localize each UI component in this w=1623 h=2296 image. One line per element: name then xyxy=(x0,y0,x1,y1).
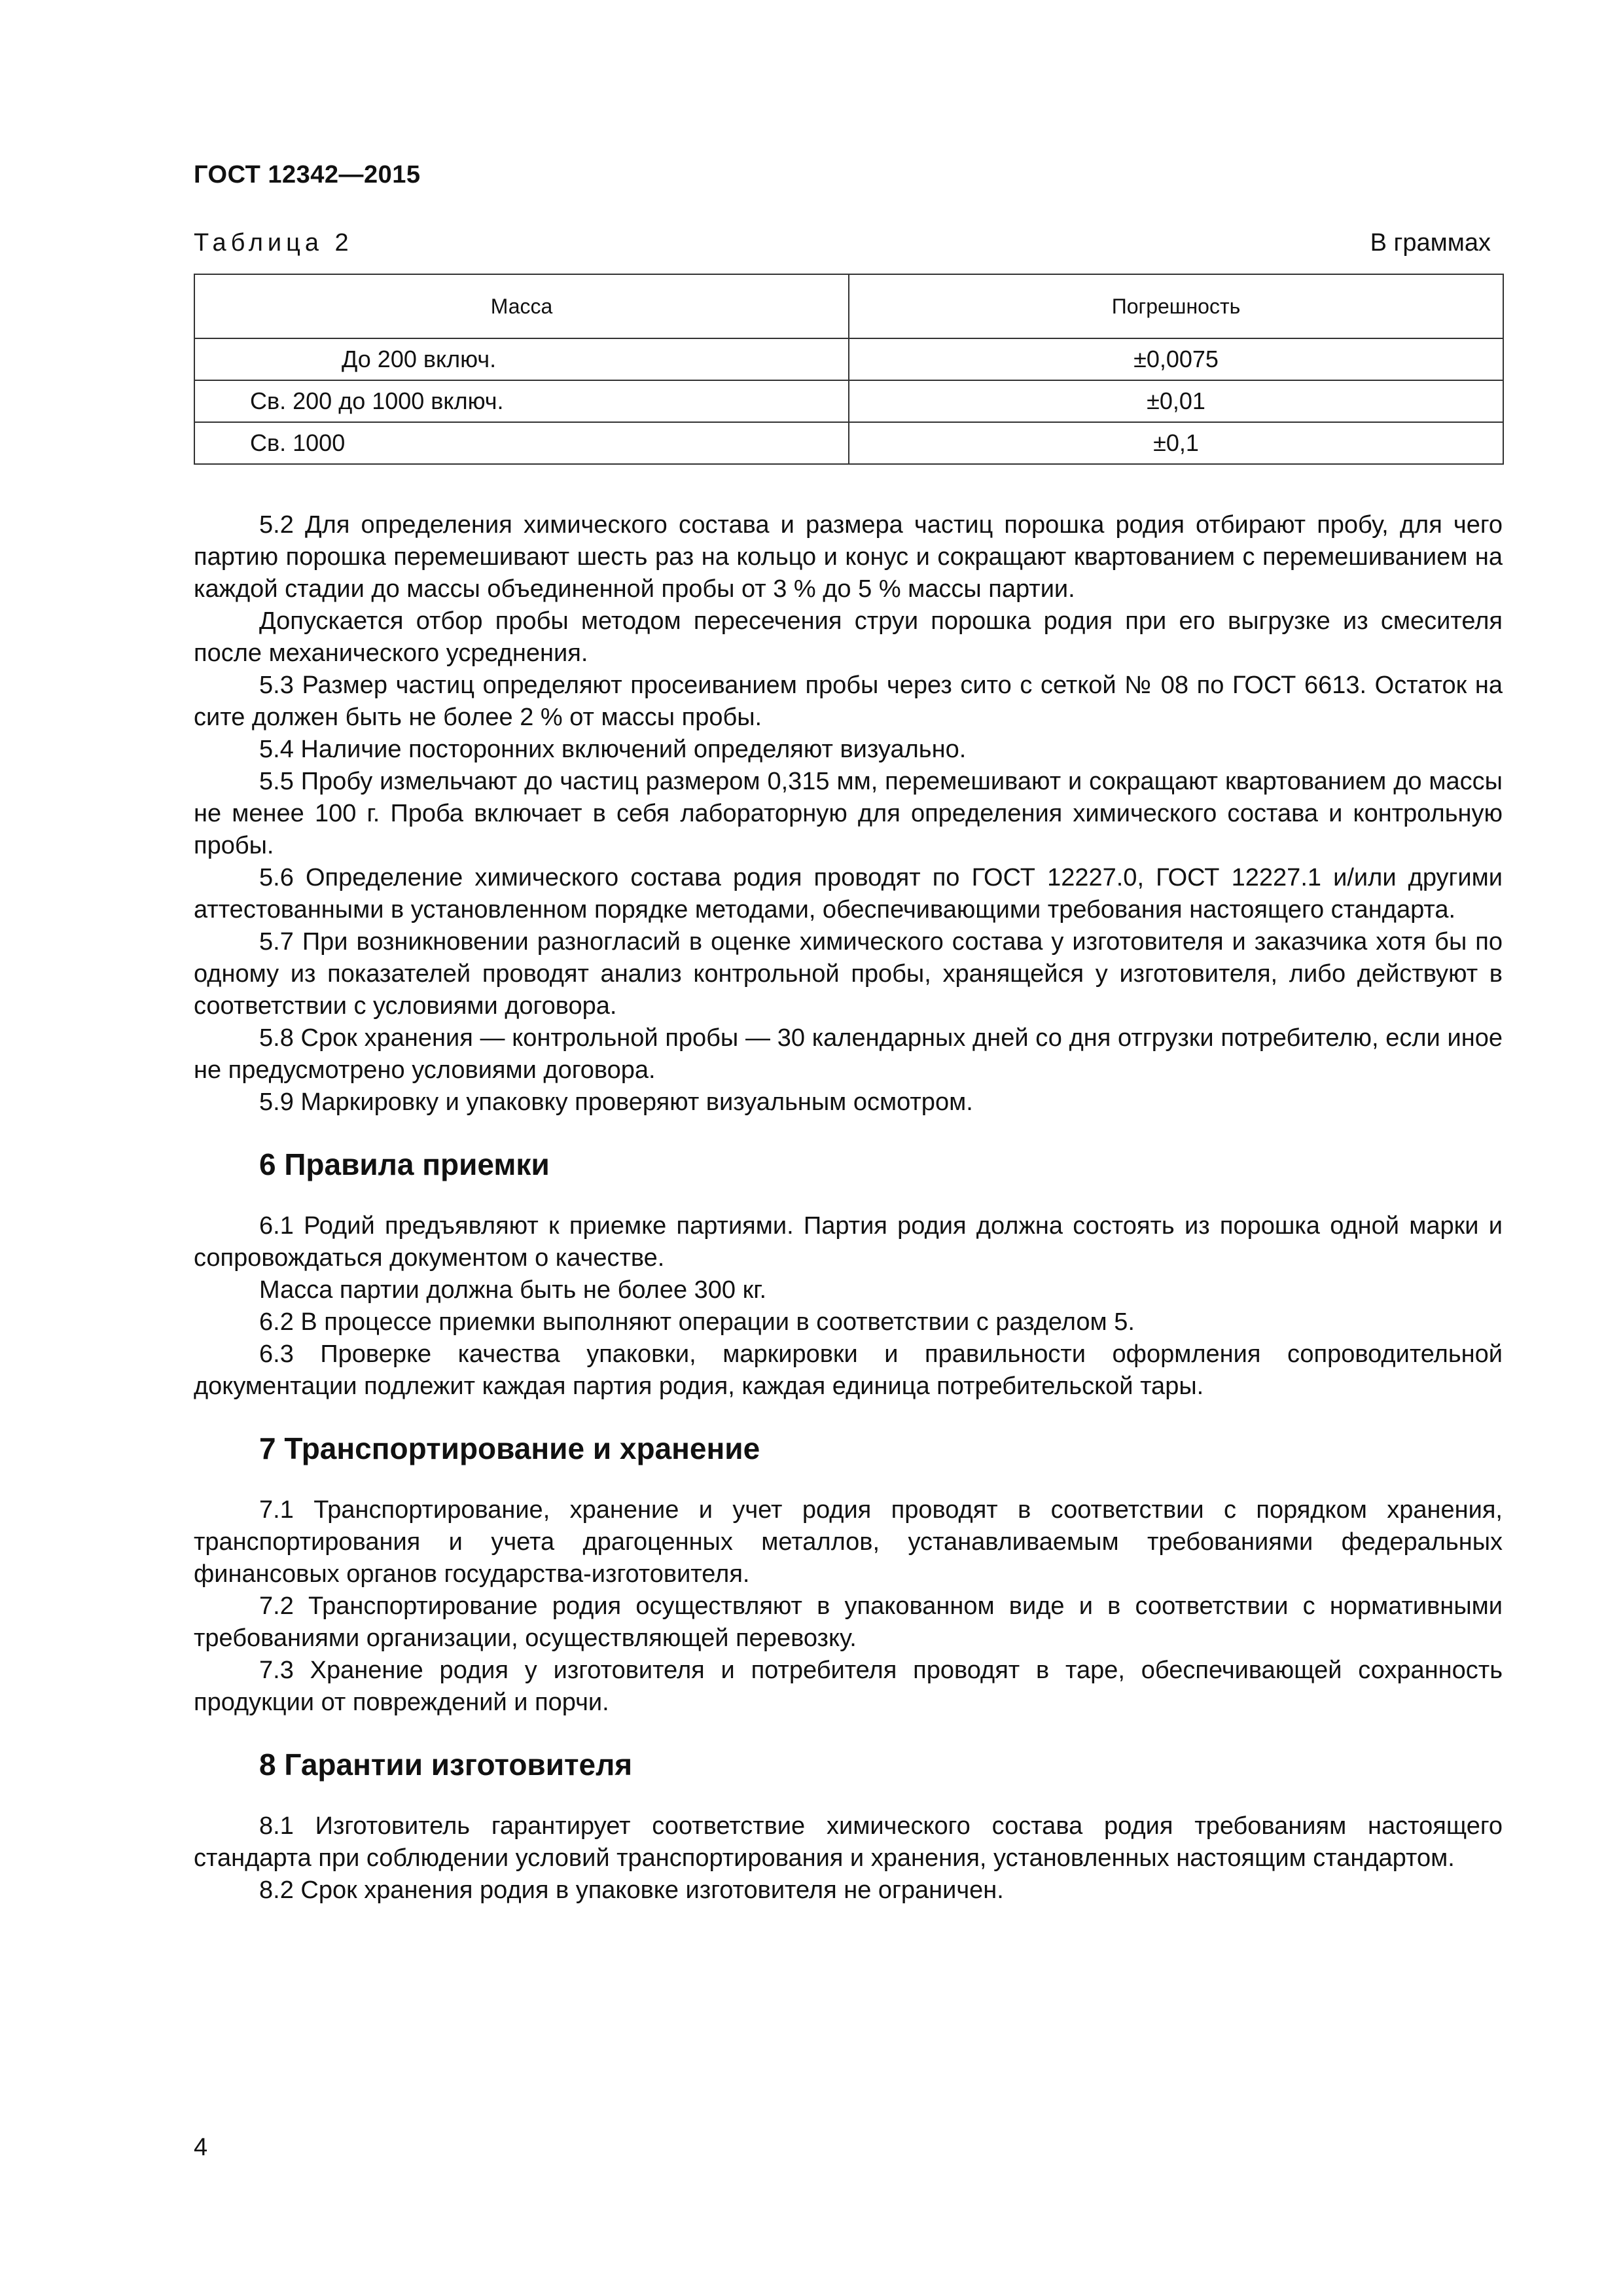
paragraph-8-1: 8.1 Изготовитель гарантирует соответствие химического состава родия требованиям настоящего стандарта при соблюдении условий транспортирования и хранения, установленных настоящим стандартом. xyxy=(194,1812,1503,1872)
paragraph-6-2: 6.2 В процессе приемки выполняют операции в соответствии с разделом 5. xyxy=(259,1308,1135,1336)
section-7-heading: 7 Транспортирование и хранение xyxy=(259,1431,760,1465)
paragraph-5-2: 5.2 Для определения химического состава и размера частиц порошка родия отбирают пробу, для чего партию порошка перемешивают шесть раз на кольцо и конус и сокращают квартованием с перемешиванием на каждой стадии до массы объединенной пробы от 3 % до 5 % массы партии. xyxy=(194,511,1503,603)
paragraph-5-9: 5.9 Маркировку и упаковку проверяют визуальным осмотром. xyxy=(259,1088,973,1116)
paragraph-5-5: 5.5 Пробу измельчают до частиц размером 0,315 мм, перемешивают и сокращают квартованием до массы не менее 100 г. Проба включает в себя лабораторную для определения химического состава и контрольную пробы. xyxy=(194,768,1503,859)
paragraph-6-3: 6.3 Проверке качества упаковки, маркировки и правильности оформления сопроводительной документации подлежит каждая партия родия, каждая единица потребительской тары. xyxy=(194,1340,1503,1400)
table-row xyxy=(194,422,1503,464)
paragraph-5-4: 5.4 Наличие посторонних включений определяют визуально. xyxy=(259,736,967,763)
paragraph-7-2: 7.2 Транспортирование родия осуществляют в упакованном виде и в соответствии с нормативными требованиями организации, осуществляющей перевозку. xyxy=(194,1592,1503,1652)
paragraph-7-3: 7.3 Хранение родия у изготовителя и потребителя проводят в таре, обеспечивающей сохранность продукции от повреждений и порчи. xyxy=(194,1657,1503,1716)
table-2 xyxy=(194,274,1504,465)
paragraph-5-6: 5.6 Определение химического состава родия проводят по ГОСТ 12227.0, ГОСТ 12227.1 и/или другими аттестованными в установленном порядке методами, обеспечивающими требования настоящего стандарта. xyxy=(194,864,1503,924)
mass-cell: До 200 включ. xyxy=(194,338,849,380)
paragraph-5-8: 5.8 Срок хранения — контрольной пробы — 30 календарных дней со дня отгрузки потребителю, если иное не предусмотрено условиями договора. xyxy=(194,1024,1503,1084)
paragraph-7-1: 7.1 Транспортирование, хранение и учет родия проводят в соответствии с порядком хранения, транспортирования и учета драгоценных металлов, устанавливаемым требованиями федеральных финансовых органов государства-изготовителя. xyxy=(194,1496,1503,1588)
paragraph-5-2-note: Допускается отбор пробы методом пересечения струи порошка родия при его выгрузке из смесителя после механического усреднения. xyxy=(194,607,1503,667)
tolerance-cell: ±0,0075 xyxy=(849,338,1503,380)
mass-cell: Св. 1000 xyxy=(194,422,849,464)
paragraph-6-1-note: Масса партии должна быть не более 300 кг. xyxy=(259,1276,767,1304)
paragraph-5-7: 5.7 При возникновении разногласий в оценке химического состава у изготовителя и заказчика хотя бы по одному из показателей проводят анализ контрольной пробы, хранящейся у изготовителя, либо действуют в соответствии с условиями договора. xyxy=(194,928,1503,1020)
document-header: ГОСТ 12342—2015 xyxy=(194,161,421,188)
table-row xyxy=(194,380,1503,422)
document-body xyxy=(194,509,1503,1907)
section-6-heading: 6 Правила приемки xyxy=(259,1147,550,1181)
column-header-tolerance: Погрешность xyxy=(849,274,1503,338)
paragraph-5-3: 5.3 Размер частиц определяют просеиванием пробы через сито с сеткой № 08 по ГОСТ 6613. Остаток на сите должен быть не более 2 % от массы пробы. xyxy=(194,672,1503,731)
table-header-row xyxy=(194,274,1503,338)
table-units: В граммах xyxy=(1370,229,1491,257)
tolerance-cell: ±0,01 xyxy=(849,380,1503,422)
mass-cell: Св. 200 до 1000 включ. xyxy=(194,380,849,422)
section-8-heading: 8 Гарантии изготовителя xyxy=(259,1748,633,1782)
page-number: 4 xyxy=(194,2134,208,2161)
tolerance-cell: ±0,1 xyxy=(849,422,1503,464)
paragraph-6-1: 6.1 Родий предъявляют к приемке партиями. Партия родия должна состоять из порошка одной марки и сопровождаться документом о качестве. xyxy=(194,1212,1503,1272)
table-row xyxy=(194,338,1503,380)
column-header-mass: Масса xyxy=(194,274,849,338)
paragraph-8-2: 8.2 Срок хранения родия в упаковке изготовителя не ограничен. xyxy=(259,1876,1004,1904)
table-caption: Таблица 2 xyxy=(194,229,353,257)
table-caption-row xyxy=(194,229,1503,262)
